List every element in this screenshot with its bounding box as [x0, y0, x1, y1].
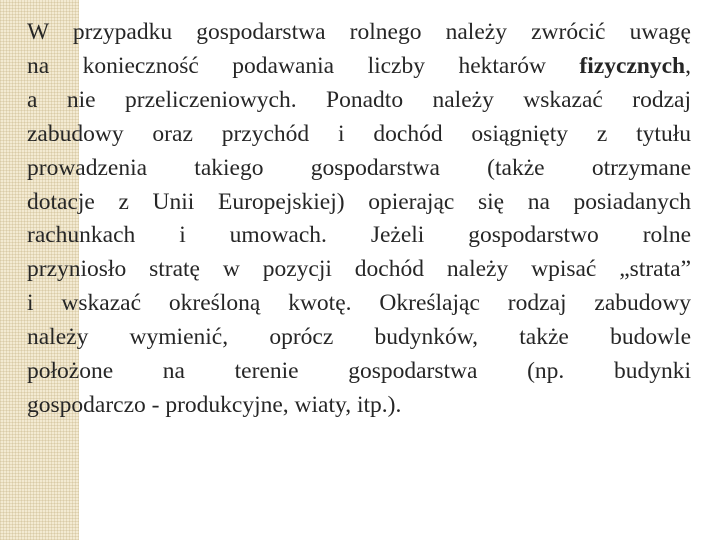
paragraph-line: a nie przeliczeniowych. Ponadto należy wskazać rodzaj	[27, 86, 691, 113]
paragraph-line: dotacje z Unii Europejskiej) opierając się na posiadanych	[27, 188, 691, 215]
body-paragraph	[27, 16, 691, 423]
paragraph-text: na konieczność podawania liczby hektarów	[27, 52, 580, 79]
paragraph-line: zabudowy oraz przychód i dochód osiągnięty z tytułu	[27, 120, 691, 147]
paragraph-line: położone na terenie gospodarstwa (np. budynki	[27, 358, 691, 385]
paragraph-line: W przypadku gospodarstwa rolnego należy zwrócić uwagę	[27, 19, 691, 45]
paragraph-line: przyniosło stratę w pozycji dochód należy wpisać „strata”	[27, 256, 691, 283]
paragraph-line: rachunkach i umowach. Jeżeli gospodarstwo rolne	[27, 222, 691, 249]
paragraph-line: prowadzenia takiego gospodarstwa (także otrzymane	[27, 154, 691, 181]
paragraph-line: należy wymienić, oprócz budynków, także budowle	[27, 324, 691, 351]
paragraph-line	[27, 50, 691, 84]
paragraph-line: i wskazać określoną kwotę. Określając rodzaj zabudowy	[27, 290, 691, 317]
paragraph-line: gospodarczo - produkcyjne, wiaty, itp.).	[27, 391, 402, 418]
emphasized-word: fizycznych	[579, 52, 686, 79]
paragraph-text: ,	[685, 52, 691, 79]
